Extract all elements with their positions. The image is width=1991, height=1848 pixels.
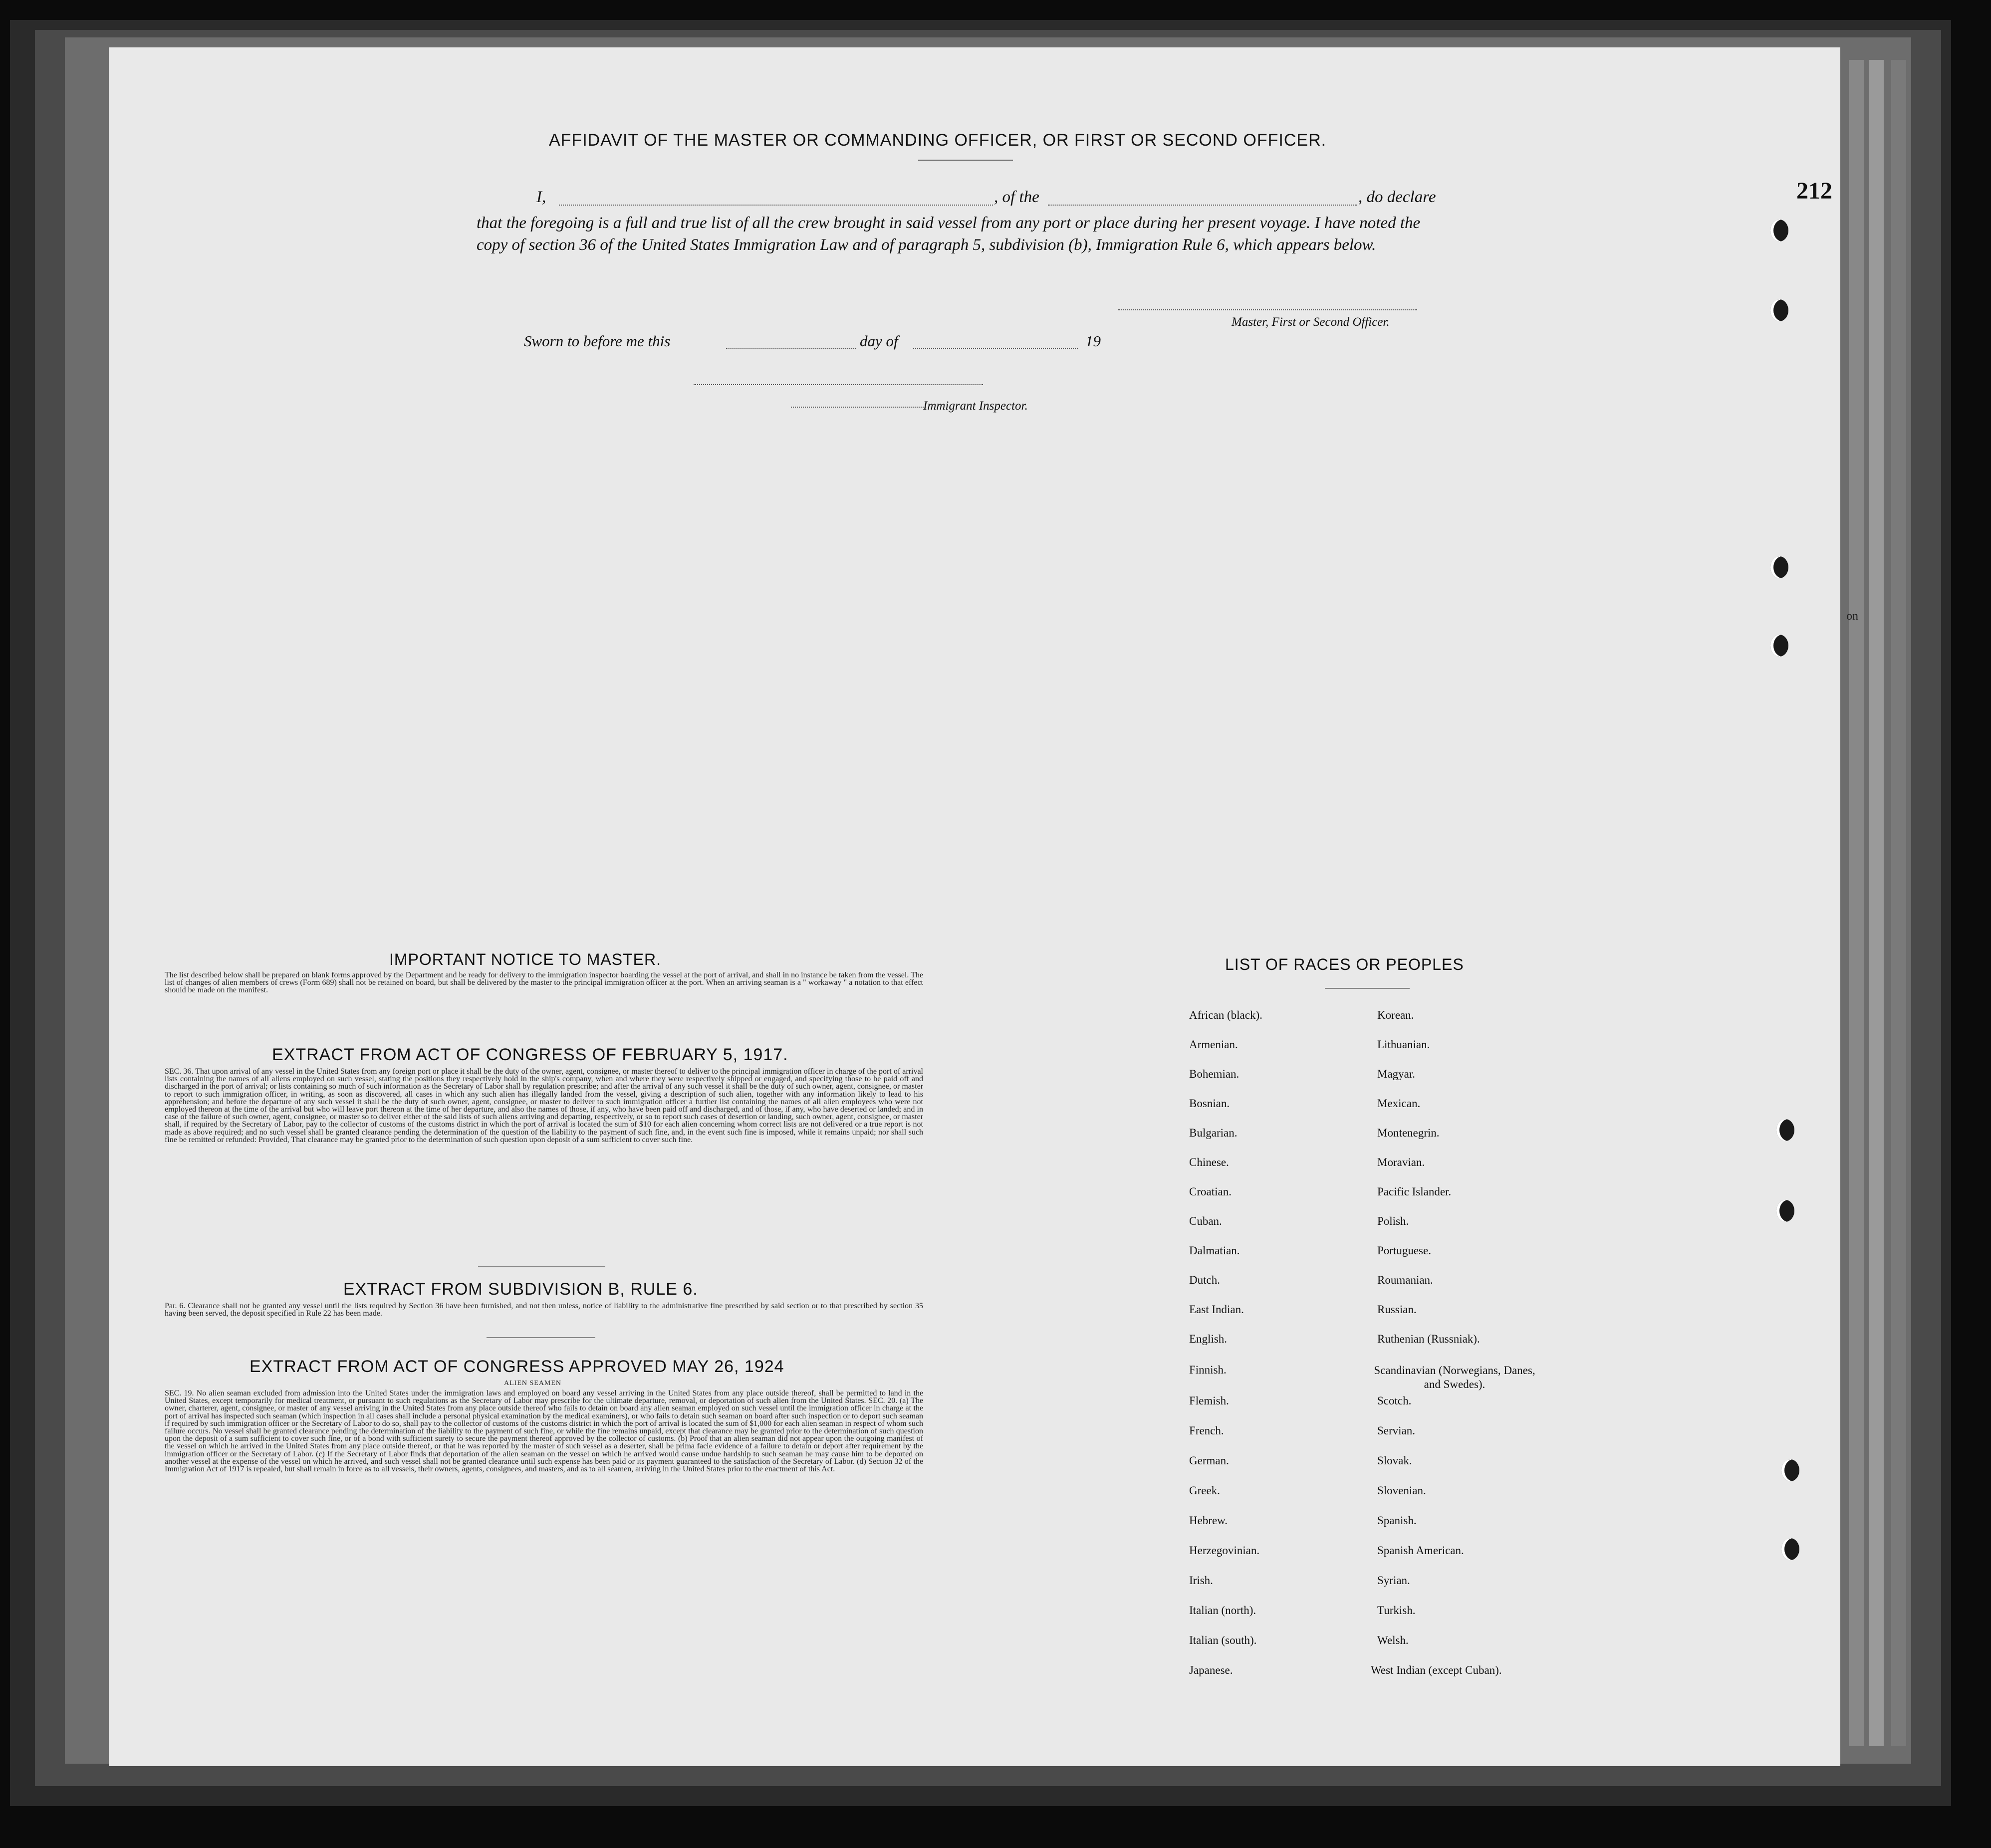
- race-item: Slovak.: [1377, 1454, 1412, 1467]
- race-item: German.: [1189, 1454, 1229, 1467]
- race-item: Italian (north).: [1189, 1604, 1256, 1617]
- race-item: Bulgarian.: [1189, 1127, 1238, 1139]
- punch-hole: [1781, 1459, 1799, 1481]
- race-item: African (black).: [1189, 1009, 1262, 1021]
- race-item: Dalmatian.: [1189, 1244, 1240, 1257]
- divider: [487, 1337, 595, 1338]
- extract-rule6-text: Par. 6. Clearance shall not be granted any vessel until the lists required by Section 36 have been furnished, and not then unless, notice of liability to the administrative fine prescribed by said section or to that prescribed by section 35 having been served, the deposit specified in Rule 22 has been made.: [165, 1302, 923, 1318]
- affidavit-body: that the foregoing is a full and true list of all the crew brought in said vessel from any port or place during her present voyage. I have noted the copy of section 36 of the United States Immigration Law and of paragraph 5, subdivision (b), Immigration Rule 6, which appears below.: [477, 214, 1421, 254]
- page-edge-stripe: [1869, 60, 1884, 1746]
- divider: [478, 1266, 605, 1267]
- month-blank: [913, 348, 1078, 349]
- extract-rule6-title: EXTRACT FROM SUBDIVISION B, RULE 6.: [343, 1280, 698, 1299]
- race-item: Mexican.: [1377, 1097, 1421, 1110]
- margin-fragment: on: [1846, 610, 1858, 623]
- race-item: West Indian (except Cuban).: [1371, 1664, 1502, 1676]
- affidavit-title: AFFIDAVIT OF THE MASTER OR COMMANDING OFFICER, OR FIRST OR SECOND OFFICER.: [549, 131, 1327, 150]
- extract-1917-title: EXTRACT FROM ACT OF CONGRESS OF FEBRUARY 5, 1917.: [272, 1045, 788, 1064]
- race-item: Lithuanian.: [1377, 1038, 1430, 1051]
- extract-1917-text: SEC. 36. That upon arrival of any vessel in the United States from any foreign port or place it shall be the duty of the owner, agent, consignee, or master thereof to deliver to the principal immigration officer in charge of the port of arrival lists containing the names of all aliens employed on such vessel, stating the positions they respectively hold in the ship's company, when and where they were respectively shipped or engaged, and specifying those to be paid off and discharged in the port of arrival; or lists containing so much of such information as the Secretary of Labor shall by regulation prescribe; and after the arrival of any such vessel it shall be the duty of such owner, agent, consignee, or master to report to such immigration officer, in writing, as soon as discovered, all cases in which any such alien has illegally landed from the vessel, giving a description of such alien, together with any information likely to lead to his apprehension; and before the departure of any such vessel it shall be the duty of such owner, agent, consignee, or master to deliver to such immigration officer a further list containing the names of all alien employees who were not employed thereon at the time of the arrival but who will leave port thereon at the time of her departure, and also the names of those, if any, who have been paid off and discharged, and of those, if any, who have deserted or landed; and in case of the failure of such owner, agent, consignee, or master so to deliver either of the said lists of such aliens arriving and departing, respectively, or so to report such cases of desertion or landing, such owner, agent, consignee, or master shall, if required by the Secretary of Labor, pay to the collector of customs of the customs district in which the port of arrival is located the sum of $10 for each alien concerning whom correct lists are not delivered or a true report is not made as above required; and no such vessel shall be granted clearance pending the determination of the question of the liability to the payment of such fine, and, in the event such fine is imposed, while it remains unpaid; nor shall such fine be remitted or refunded: Provided, That clearance may be granted prior to the determination of such question upon deposit of a sum sufficient to cover such fine.: [165, 1067, 923, 1144]
- extract-1924-text: SEC. 19. No alien seaman excluded from admission into the United States under the immigration laws and employed on board any vessel arriving in the United States from any place outside thereof, shall be permitted to land in the United States, except temporarily for medical treatment, or pursuant to such regulations as the Secretary of Labor may prescribe for the ultimate departure, removal, or deportation of such alien from the United States. SEC. 20. (a) The owner, charterer, agent, consignee, or master of any vessel arriving in the United States from any place outside thereof who fails to detain on board any alien seaman employed on such vessel until the immigration officer in charge at the port of arrival has inspected such seaman (which inspection in all cases shall include a personal physical examination by the medical examiners), or who fails to detain such seaman on board after such inspection or to deport such seaman if required by such immigration officer or the Secretary of Labor to do so, shall pay to the collector of customs of the customs district in which the port of arrival is located the sum of $1,000 for each alien seaman in respect of whom such failure occurs. No vessel shall be granted clearance pending the determination of the liability to the payment of such fine, or while the fine remains unpaid, except that clearance may be granted prior to the determination of such question upon the deposit of a sum sufficient to cover such fine, or of a bond with sufficient surety to secure the payment thereof approved by the collector of customs. (b) Proof that an alien seaman did not appear upon the outgoing manifest of the vessel on which he arrived in the United States from any place outside thereof, or that he was reported by the master of such vessel as a deserter, shall be prima facie evidence of a failure to detain or deport after requirement by the immigration officer or the Secretary of Labor. (c) If the Secretary of Labor finds that deportation of the alien seaman on the vessel on which he arrived would cause undue hardship to such seaman he may cause him to be deported on another vessel at the expense of the vessel on which he arrived, and such vessel shall not be granted clearance until such expense has been paid or its payment guaranteed to the satisfaction of the Secretary of Labor. (d) Section 32 of the Immigration Act of 1917 is repealed, but shall remain in force as to all vessels, their owners, agents, consignees, and masters, and as to all seamen, arriving in the United States prior to the enactment of this Act.: [165, 1389, 923, 1474]
- divider: [1325, 988, 1410, 989]
- race-item: Japanese.: [1189, 1664, 1233, 1676]
- race-item: Polish.: [1377, 1215, 1409, 1227]
- inspector-signature-line: [791, 407, 926, 408]
- race-item: Syrian.: [1377, 1574, 1410, 1587]
- race-item: Slovenian.: [1377, 1484, 1426, 1497]
- race-item: Cuban.: [1189, 1215, 1222, 1227]
- year-label: 19: [1085, 332, 1101, 350]
- affidavit-do-declare: , do declare: [1358, 188, 1436, 206]
- extract-1924-title: EXTRACT FROM ACT OF CONGRESS APPROVED MAY 26, 1924: [249, 1357, 784, 1376]
- document-page: [109, 47, 1840, 1766]
- race-item: Montenegrin.: [1377, 1127, 1440, 1139]
- punch-hole: [1770, 635, 1788, 657]
- race-item: English.: [1189, 1333, 1228, 1345]
- race-item: Magyar.: [1377, 1068, 1416, 1080]
- day-of-label: day of: [860, 332, 898, 350]
- race-item: Hebrew.: [1189, 1514, 1228, 1527]
- notice-title: IMPORTANT NOTICE TO MASTER.: [389, 950, 661, 968]
- race-item: French.: [1189, 1424, 1224, 1437]
- inspector-blank: [694, 384, 983, 385]
- race-item: Chinese.: [1189, 1156, 1229, 1168]
- race-item: Scotch.: [1377, 1394, 1412, 1407]
- page-edge-stripe: [1891, 60, 1906, 1746]
- race-item: Bosnian.: [1189, 1097, 1230, 1110]
- race-item: Korean.: [1377, 1009, 1414, 1021]
- race-item: Servian.: [1377, 1424, 1416, 1437]
- inspector-label: Immigrant Inspector.: [923, 399, 1028, 413]
- punch-hole: [1781, 1538, 1799, 1560]
- name-blank: [559, 205, 993, 206]
- race-item: Portuguese.: [1377, 1244, 1431, 1257]
- race-item: Turkish.: [1377, 1604, 1416, 1617]
- punch-hole: [1776, 1119, 1794, 1141]
- race-item: Dutch.: [1189, 1274, 1220, 1286]
- extract-1924-subtitle: ALIEN SEAMEN: [504, 1380, 562, 1387]
- notice-text: The list described below shall be prepared on blank forms approved by the Department and be ready for delivery to the immigration inspector boarding the vessel at the port of arrival, and shall in no instance be taken from the vessel. The list of changes of alien members of crews (Form 689) shall not be retained on board, but shall be delivered by the master to the principal immigration officer at the port. When an arriving seaman is a " workaway " a notation to that effect should be made on the manifest.: [165, 971, 923, 995]
- punch-hole: [1770, 220, 1788, 241]
- race-item: Italian (south).: [1189, 1634, 1257, 1646]
- divider: [918, 160, 1013, 161]
- race-item: Armenian.: [1189, 1038, 1238, 1051]
- race-item: Flemish.: [1189, 1394, 1229, 1407]
- race-item: Bohemian.: [1189, 1068, 1240, 1080]
- vessel-blank: [1048, 205, 1357, 206]
- race-item: Moravian.: [1377, 1156, 1425, 1168]
- sworn-label: Sworn to before me this: [524, 332, 671, 350]
- race-item: Welsh.: [1377, 1634, 1409, 1646]
- races-title: LIST OF RACES OR PEOPLES: [1225, 955, 1464, 973]
- race-item: Roumanian.: [1377, 1274, 1433, 1286]
- race-item: Irish.: [1189, 1574, 1213, 1587]
- race-item: Finnish.: [1189, 1364, 1227, 1376]
- affidavit-i: I,: [536, 188, 546, 206]
- race-item: Spanish American.: [1377, 1544, 1464, 1557]
- punch-hole: [1770, 556, 1788, 578]
- race-item: Russian.: [1377, 1303, 1417, 1316]
- race-item: Greek.: [1189, 1484, 1220, 1497]
- race-item: Ruthenian (Russniak).: [1377, 1333, 1480, 1345]
- page-number: 212: [1796, 178, 1832, 204]
- punch-hole: [1770, 299, 1788, 321]
- master-signature-line: [1118, 309, 1417, 310]
- race-item: East Indian.: [1189, 1303, 1244, 1316]
- master-signature-label: Master, First or Second Officer.: [1232, 315, 1390, 329]
- affidavit-of-the: , of the: [994, 188, 1039, 206]
- race-item: Spanish.: [1377, 1514, 1417, 1527]
- punch-hole: [1776, 1200, 1794, 1222]
- race-item: Croatian.: [1189, 1185, 1232, 1198]
- race-item: Scandinavian (Norwegians, Danes, and Swedes).: [1374, 1364, 1535, 1390]
- sworn-day-blank: [726, 348, 856, 349]
- page-edge-stripe: [1849, 60, 1864, 1746]
- race-item: Pacific Islander.: [1377, 1185, 1452, 1198]
- race-item: Herzegovinian.: [1189, 1544, 1260, 1557]
